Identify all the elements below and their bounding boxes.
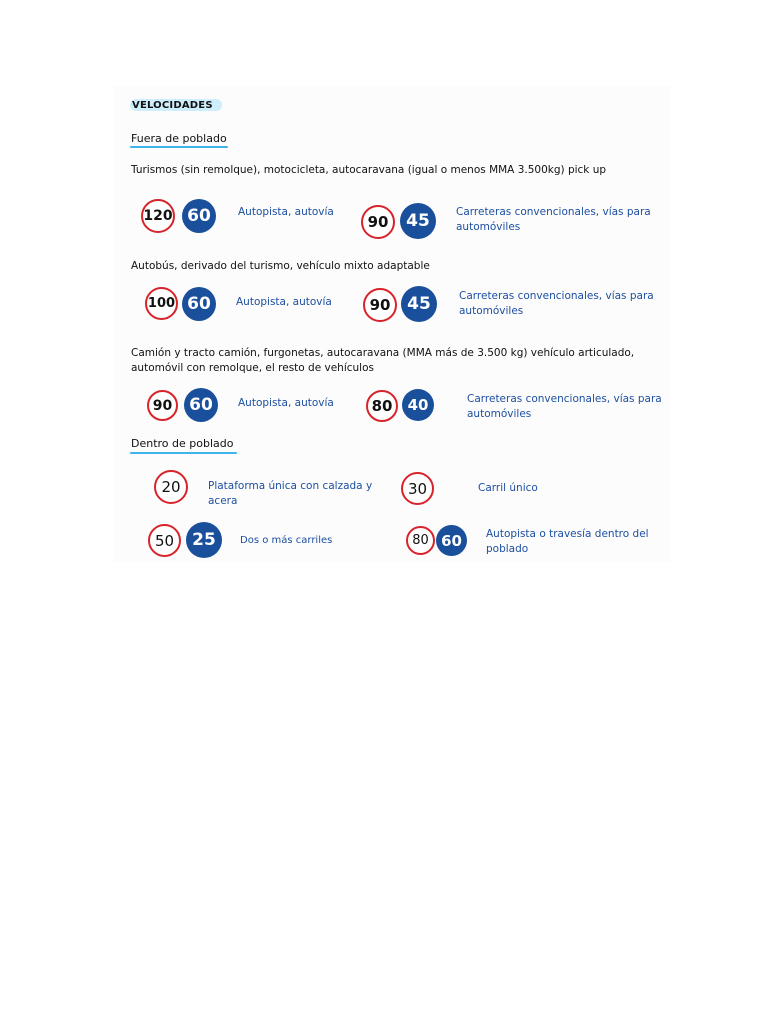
road-type-label: Carreteras convencionales, vías para xyxy=(456,206,651,218)
minimum-speed-sign: 60 xyxy=(182,287,216,321)
speed-limit-sign: 80 xyxy=(366,390,398,422)
minimum-speed-sign: 45 xyxy=(401,286,437,322)
road-type-label: Plataforma única con calzada y xyxy=(208,480,373,492)
road-type-label: Carril único xyxy=(478,482,538,494)
speed-limit-sign: 30 xyxy=(401,472,434,505)
speed-limit-sign: 80 xyxy=(406,526,435,555)
road-type-label: Carreteras convencionales, vías para xyxy=(467,393,662,405)
road-type-label: poblado xyxy=(486,543,529,555)
road-type-label: automóviles xyxy=(459,305,524,317)
minimum-speed-sign: 60 xyxy=(436,525,467,556)
speed-limit-sign: 120 xyxy=(141,199,175,233)
road-type-label: Autopista, autovía xyxy=(238,206,334,218)
section-heading-dentro: Dentro de poblado xyxy=(131,437,234,450)
speed-limit-sign: 90 xyxy=(363,288,397,322)
camion-description-line1: Camión y tracto camión, furgonetas, autocaravana (MMA más de 3.500 kg) vehículo articulado, xyxy=(131,347,635,359)
road-type-label: automóviles xyxy=(456,221,521,233)
autobus-description: Autobús, derivado del turismo, vehículo mixto adaptable xyxy=(131,260,430,272)
road-type-label: Dos o más carriles xyxy=(240,535,333,546)
speed-limit-sign: 50 xyxy=(148,524,181,557)
heading-underline-fuera xyxy=(130,146,228,148)
road-type-label: automóviles xyxy=(467,408,532,420)
road-type-label: acera xyxy=(208,495,238,507)
camion-description-line2: automóvil con remolque, el resto de vehículos xyxy=(131,362,374,374)
minimum-speed-sign: 60 xyxy=(182,199,216,233)
minimum-speed-sign: 45 xyxy=(400,203,436,239)
minimum-speed-sign: 40 xyxy=(402,389,434,421)
minimum-speed-sign: 60 xyxy=(184,388,218,422)
page-title: VELOCIDADES xyxy=(132,100,213,111)
speed-limit-sign: 90 xyxy=(147,390,178,421)
speed-limit-sign: 90 xyxy=(361,205,395,239)
section-heading-fuera: Fuera de poblado xyxy=(131,132,227,145)
speed-limit-sign: 100 xyxy=(145,287,178,320)
heading-underline-dentro xyxy=(130,452,237,454)
turismos-description: Turismos (sin remolque), motocicleta, autocaravana (igual o menos MMA 3.500kg) pick up xyxy=(131,164,607,176)
road-type-label: Autopista, autovía xyxy=(236,296,332,308)
road-type-label: Autopista, autovía xyxy=(238,397,334,409)
road-type-label: Autopista o travesía dentro del xyxy=(486,528,649,540)
speed-limit-sign: 20 xyxy=(154,470,188,504)
minimum-speed-sign: 25 xyxy=(186,522,222,558)
road-type-label: Carreteras convencionales, vías para xyxy=(459,290,654,302)
document-page xyxy=(114,86,670,562)
